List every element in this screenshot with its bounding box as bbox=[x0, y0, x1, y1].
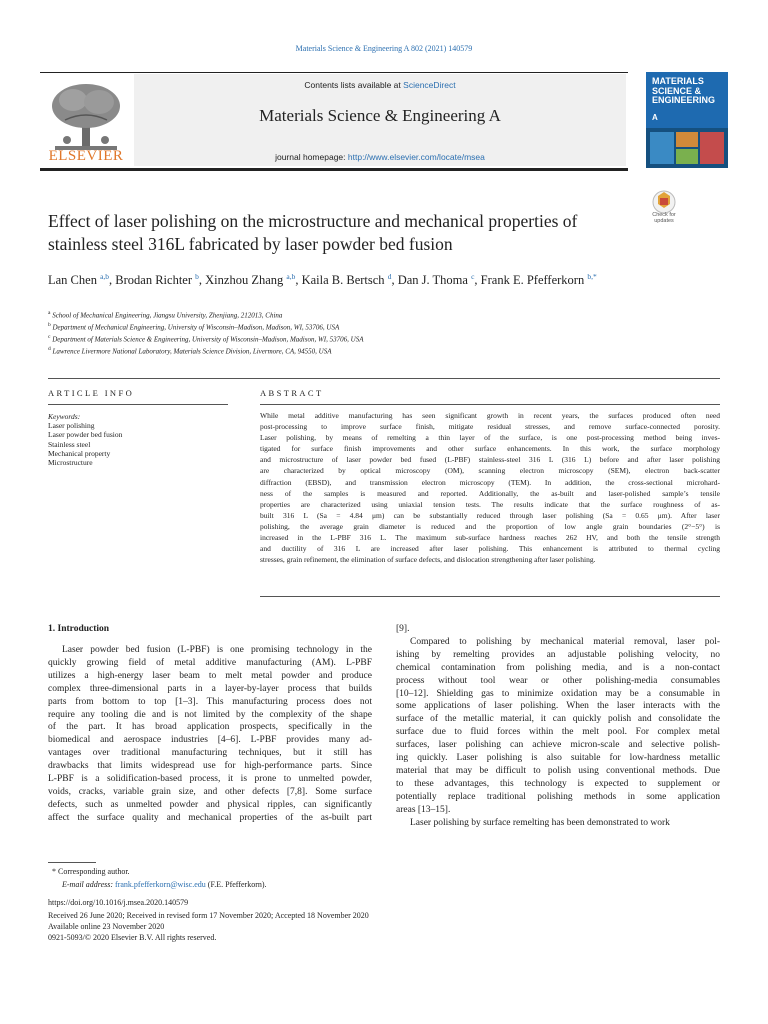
body-line: quickly growing field of metal additive manufacturing (AM). L-PBF bbox=[48, 657, 372, 668]
author-name[interactable]: Xinzhou Zhang bbox=[205, 273, 284, 288]
body-line: ishing by remelting provides an adjustable polishing velocity, no bbox=[396, 649, 720, 660]
body-line: [9]. bbox=[396, 624, 410, 634]
abstract-line: While metal additive manufacturing has seen significant growth in recent years, the surfaces produced often need bbox=[260, 411, 720, 420]
body-line: material that may be difficult to polish using conventional methods. Due bbox=[396, 765, 720, 776]
abstract-line: ness of the samples is measured and reported. Additionally, the as-built and laser-polished sample’s tensile bbox=[260, 488, 720, 498]
body-line: parts from bottom to top [1–3]. This manufacturing process does not bbox=[48, 696, 372, 707]
body-line: defects, such as unmelted powder and physical ripples, can significantly bbox=[48, 799, 372, 810]
abstract-body bbox=[260, 410, 720, 565]
keyword: Laser polishing bbox=[48, 421, 95, 431]
body-line: areas [13–15]. bbox=[396, 804, 451, 815]
received-dates: Received 26 June 2020; Received in revised form 17 November 2020; Accepted 18 November 2020 bbox=[48, 911, 369, 920]
cover-title: MATERIALS SCIENCE & ENGINEERING bbox=[652, 76, 716, 105]
abstract-line: properties are characterized using uniaxial tension tests. The results indicate that the surface roughness of as- bbox=[260, 499, 720, 509]
body-line: surfaces, laser polishing can achieve micron-scale and selective polish- bbox=[396, 740, 720, 751]
journal-cover-thumbnail[interactable] bbox=[646, 72, 728, 168]
abstract-line: post-processing to improve surface finish, mitigate residual stresses, and remove surface-connected porosity. bbox=[260, 422, 720, 432]
body-line: Laser powder bed fusion (L-PBF) is one promising technology in the bbox=[62, 645, 372, 655]
abstract-line: tigated for surface finish improvements and other surface enhancements. In this work, the surface morphology bbox=[260, 444, 720, 454]
title-line: Effect of laser polishing on the microstructure and mechanical properties of bbox=[48, 211, 578, 231]
author-name[interactable]: Frank E. Pfefferkorn bbox=[480, 273, 585, 288]
abstract-line: diffraction (EBSD), and transmission electron microscopy (TEM). In addition, the cross-sectional microhard- bbox=[260, 477, 720, 487]
abstract-line: Laser polishing, by means of remelting a thin layer of the surface, is one post-processing method being inves- bbox=[260, 433, 720, 443]
body-line: ing quickly. Laser polishing is also suitable for low-hardness metallic bbox=[396, 753, 720, 764]
body-line: of the part. It has broad application prospects, specifically in the bbox=[48, 722, 372, 733]
author-affiliation-mark[interactable]: b bbox=[195, 272, 199, 281]
body-line: affect the surface quality and mechanical properties of the as-built part bbox=[48, 812, 372, 823]
available-online-date: Available online 23 November 2020 bbox=[48, 922, 165, 931]
body-line: chemical contamination from polishing media, and is a non-contact bbox=[396, 662, 720, 673]
header-top-rule bbox=[40, 72, 628, 73]
affiliation: $^c$ Department of Materials Science & Engineering, University of Wisconsin–Madison, Madison, WI, 53706, USA bbox=[48, 334, 364, 344]
abstract-heading: ABSTRACT bbox=[260, 388, 324, 398]
corresponding-author-note: * Corresponding author. bbox=[52, 867, 130, 876]
affiliation: $^b$ Department of Mechanical Engineering, University of Wisconsin–Madison, Madison, WI, 53706, USA bbox=[48, 322, 340, 332]
body-line: to these advantages, this technology is expected to supplement or bbox=[396, 778, 720, 789]
body-line: surface of the metallic material, it can quickly polish and consolidate the bbox=[396, 714, 720, 725]
body-line: surface due to fluid forces within the melt pool. For complex metal bbox=[396, 727, 720, 738]
contents-prefix: Contents lists available at bbox=[304, 80, 401, 90]
email-note bbox=[62, 880, 622, 889]
abstract-line: polishing, the average grain diameter is reduced and the proportion of low angle grain boundaries (2°−5°) is bbox=[260, 521, 720, 531]
doi-link[interactable]: https://doi.org/10.1016/j.msea.2020.140579 bbox=[48, 898, 189, 907]
cover-artwork bbox=[646, 128, 728, 168]
email-link[interactable]: frank.pfefferkorn@wisc.edu bbox=[115, 880, 206, 889]
sciencedirect-link[interactable]: ScienceDirect bbox=[403, 80, 456, 90]
article-title bbox=[48, 210, 638, 255]
check-for-updates-label: Check for updates bbox=[652, 212, 676, 224]
header-bottom-rule bbox=[40, 168, 628, 171]
journal-name: Materials Science & Engineering A bbox=[259, 106, 501, 125]
author-affiliation-mark[interactable]: a,b bbox=[286, 272, 296, 281]
abstract-line: and microstructure of laser powder bed fused (L-PBF) stainless-steel 316 L (316 L) before and after laser polishing bbox=[260, 455, 720, 465]
keywords-block bbox=[48, 412, 228, 467]
body-line: utilizes a high-energy laser beam to melt metal powder and produce bbox=[48, 670, 372, 681]
body-line: process without tool wear or other polishing-media consumables bbox=[396, 675, 720, 686]
body-line: require any tooling die and is not limited by the complexity of the shape bbox=[48, 709, 372, 720]
email-suffix: (F.E. Pfefferkorn). bbox=[207, 880, 267, 889]
author-affiliation-mark[interactable]: d bbox=[387, 272, 392, 281]
asterisk-mark: * bbox=[52, 867, 56, 876]
body-line: vantages over traditional manufacturing techniques, but it still has bbox=[48, 748, 372, 759]
abstract-line: increased in the L-PBF 316 L. The maximum sub-surface hardness reaches 262 HV, and both the tensile strength bbox=[260, 533, 720, 543]
email-label: E-mail address: bbox=[62, 880, 114, 889]
homepage-prefix: journal homepage: bbox=[275, 152, 346, 162]
elsevier-logo-text: ELSEVIER bbox=[48, 148, 124, 164]
footnote-rule bbox=[48, 862, 96, 863]
author-name[interactable]: Brodan Richter bbox=[115, 273, 193, 288]
body-column-left bbox=[48, 644, 372, 825]
journal-citation-link[interactable]: Materials Science & Engineering A 802 (2021) 140579 bbox=[295, 44, 473, 53]
abstract-bottom-rule bbox=[260, 596, 720, 597]
author-affiliation-mark[interactable]: a,b bbox=[100, 272, 110, 281]
keyword: Mechanical property bbox=[48, 448, 111, 458]
body-line: L-PBF is a solidification-based process, it is prone to unmelted powder, bbox=[48, 774, 372, 785]
abstract-line: built 316 L (Sa = 4.84 μm) can be substantially reduced through laser polishing (Sa = 0.65 μm). After laser bbox=[260, 510, 720, 520]
body-line: biomedical and aerospace industries [4–6]. L-PBF provides many ad- bbox=[48, 735, 372, 746]
article-info-heading: ARTICLE INFO bbox=[48, 388, 135, 398]
keywords-label: Keywords: bbox=[48, 412, 81, 421]
author-name[interactable]: Lan Chen bbox=[48, 273, 97, 288]
copyright-line: 0921-5093/© 2020 Elsevier B.V. All rights reserved. bbox=[48, 933, 217, 942]
body-line: complex three-dimensional parts in a layer-by-layer process that builds bbox=[48, 683, 372, 694]
journal-homepage-line bbox=[134, 152, 626, 162]
author-name[interactable]: Dan J. Thoma bbox=[397, 273, 468, 288]
abstract-line: and ductility of 316 L are increased after laser polishing. This enhancement is attributed to thermal cycling bbox=[260, 544, 720, 554]
abstract-line: stresses, grain refinement, the elimination of surface defects, and dislocation strengthening after laser polishing. bbox=[260, 555, 596, 565]
author-list: Lan Chen $^{a,b}$, Brodan Richter $^b$, Xinzhou Zhang $^{a,b}$, Kaila B. Bertsch $^d$, Dan J. Thoma $^c$, Frank E. Pfefferkorn $^{b,*}$ bbox=[48, 272, 597, 288]
article-info-rule bbox=[48, 404, 228, 405]
author-affiliation-mark[interactable]: c bbox=[471, 272, 475, 281]
keyword: Microstructure bbox=[48, 458, 93, 468]
body-line: [10–12]. Shielding gas to minimize oxidation may be a consumable in bbox=[396, 688, 720, 699]
abstract-line: are characterized by optical microscopy (OM), scanning electron microscopy (SEM), electron back-scatter bbox=[260, 466, 720, 476]
keyword: Laser powder bed fusion bbox=[48, 430, 123, 440]
introduction-heading: 1. Introduction bbox=[48, 624, 110, 634]
body-line: drawbacks that limits widespread use for high-performance parts. Since bbox=[48, 761, 372, 772]
body-line: Laser polishing by surface remelting has been demonstrated to work bbox=[410, 817, 670, 828]
abstract-rule bbox=[260, 404, 720, 405]
cover-letter: A bbox=[652, 113, 658, 122]
body-column-right bbox=[396, 623, 720, 830]
affiliation: $^d$ Lawrence Livermore National Laboratory, Materials Science Division, Livermore, CA, 94550, USA bbox=[48, 346, 332, 356]
keyword: Stainless steel bbox=[48, 439, 91, 449]
section-rule bbox=[48, 378, 720, 379]
author-affiliation-mark[interactable]: b,* bbox=[587, 272, 597, 281]
contents-line bbox=[134, 80, 626, 90]
affiliation: $^a$ School of Mechanical Engineering, Jiangsu University, Zhenjiang, 212013, China bbox=[48, 310, 283, 320]
body-line: some applications of laser polishing. When the laser interacts with the bbox=[396, 701, 720, 712]
body-line: voids, cracks, variable grain size, and other defects [7,8]. Some surface bbox=[48, 786, 372, 797]
title-line: stainless steel 316L fabricated by laser powder bed fusion bbox=[48, 233, 453, 254]
homepage-link[interactable]: http://www.elsevier.com/locate/msea bbox=[347, 152, 485, 162]
author-name[interactable]: Kaila B. Bertsch bbox=[301, 273, 385, 288]
body-line: Compared to polishing by mechanical material removal, laser pol- bbox=[410, 636, 720, 647]
body-line: potentially replace traditional polishing methods in some application bbox=[396, 791, 720, 802]
